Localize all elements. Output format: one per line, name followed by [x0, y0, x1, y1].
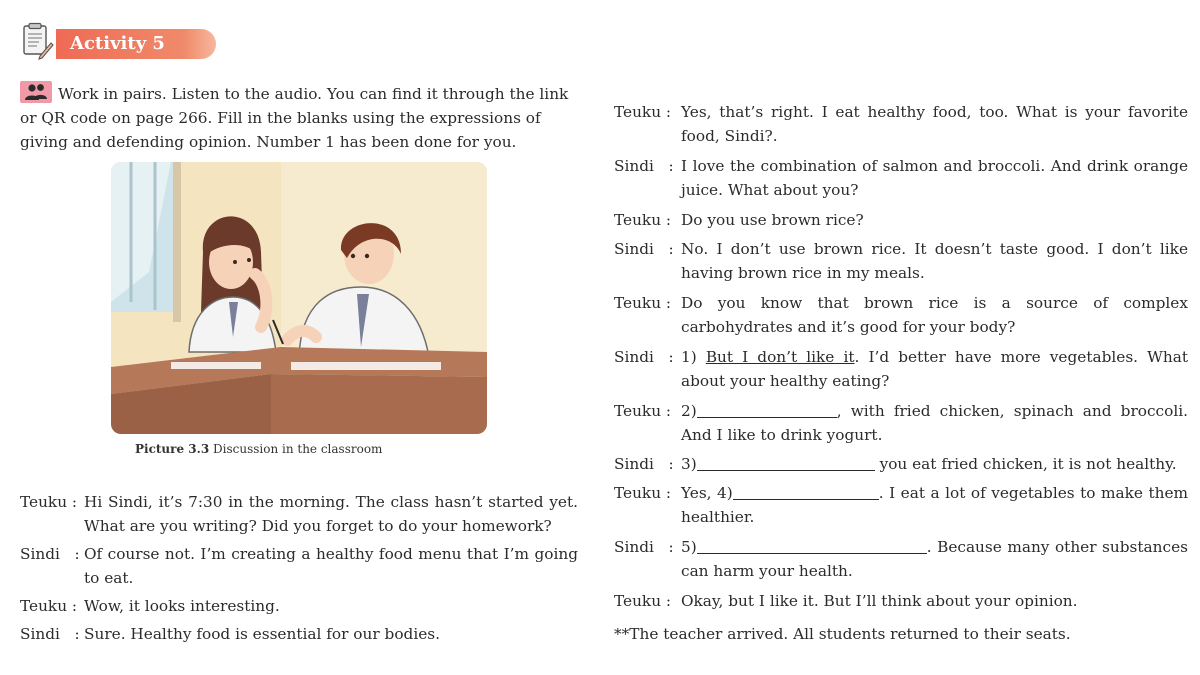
classroom-illustration — [111, 162, 487, 434]
dialogue-text: Of course not. I’m creating a healthy food menu that I’m going to eat. — [84, 545, 578, 587]
dialogue-line — [20, 490, 578, 538]
dialogue-line — [614, 100, 1188, 148]
speaker-label: Teuku : — [614, 592, 676, 610]
blank-number: 1) — [681, 348, 706, 366]
dialogue-line — [614, 589, 1188, 613]
dialogue-text — [681, 535, 1188, 583]
dialogue-text-rest: . I eat a lot of vegetables to make them healthier. — [681, 484, 1188, 526]
dialogue-line — [614, 535, 1188, 583]
dialogue-text — [681, 399, 1188, 447]
dialogue-text: Hi Sindi, it’s 7:30 in the morning. The class hasn’t started yet. What are you writing? Did you forget to do your homework? — [84, 493, 578, 535]
dialogue-text — [681, 345, 1188, 393]
dialogue-text — [681, 452, 1188, 476]
speaker-label: Sindi : — [614, 455, 679, 473]
dialogue-line — [614, 237, 1188, 285]
closing-note: **The teacher arrived. All students returned to their seats. — [614, 625, 1071, 643]
speaker-label: Sindi : — [614, 157, 679, 175]
dialogue-text-rest: . Because many other substances can harm your health. — [681, 538, 1188, 580]
dialogue-text: Do you know that brown rice is a source of complex carbohydrates and it’s good for your body? — [681, 294, 1188, 336]
dialogue-text-rest: . I’d better have more vegetables. What about your healthy eating? — [681, 348, 1188, 390]
dialogue-text: I love the combination of salmon and broccoli. And drink orange juice. What about you? — [681, 157, 1188, 199]
dialogue-line — [20, 542, 578, 590]
dialogue-line — [614, 399, 1188, 447]
dialogue-line — [614, 481, 1188, 529]
speaker-label: Sindi : — [614, 348, 679, 366]
answer-blank-5[interactable] — [697, 537, 927, 554]
clipboard-icon — [20, 22, 54, 60]
speaker-label: Sindi : — [20, 625, 85, 643]
caption-text: Discussion in the classroom — [213, 442, 383, 456]
answer-blank-2[interactable] — [697, 401, 837, 418]
speaker-label: Teuku : — [614, 484, 676, 502]
dialogue-line — [614, 154, 1188, 202]
speaker-label: Teuku : — [614, 103, 676, 121]
dialogue-text — [681, 481, 1188, 529]
answer-blank-3[interactable] — [697, 454, 875, 471]
blank-number: 5) — [681, 538, 697, 556]
speaker-label: Teuku : — [20, 493, 82, 511]
dialogue-text: Wow, it looks interesting. — [84, 597, 280, 615]
pair-work-icon — [20, 81, 52, 103]
dialogue-text: Okay, but I like it. But I’ll think about your opinion. — [681, 592, 1078, 610]
activity-title: Activity 5 — [56, 29, 216, 59]
picture-caption — [135, 442, 382, 456]
speaker-label: Sindi : — [614, 240, 679, 258]
answer-blank-4[interactable] — [733, 483, 879, 500]
dialogue-line — [614, 291, 1188, 339]
speaker-label: Sindi : — [614, 538, 679, 556]
speaker-label: Teuku : — [20, 597, 82, 615]
example-answer: But I don’t like it — [705, 348, 855, 366]
caption-label: Picture 3.3 — [135, 442, 210, 456]
instruction-paragraph — [20, 81, 580, 154]
blank-number: 2) — [681, 402, 697, 420]
blank-number: 3) — [681, 455, 697, 473]
dialogue-line — [20, 594, 578, 618]
dialogue-line — [20, 622, 578, 646]
dialogue-line — [614, 208, 1188, 232]
dialogue-text: Sure. Healthy food is essential for our bodies. — [84, 625, 440, 643]
dialogue-text: Yes, that’s right. I eat healthy food, too. What is your favorite food, Sindi?. — [681, 103, 1188, 145]
dialogue-text: No. I don’t use brown rice. It doesn’t taste good. I don’t like having brown rice in my meals. — [681, 240, 1188, 282]
dialogue-line — [614, 452, 1188, 476]
dialogue-text-rest: , with fried chicken, spinach and broccoli. And I like to drink yogurt. — [681, 402, 1188, 444]
dialogue-text: Do you use brown rice? — [681, 211, 864, 229]
dialogue-line — [614, 345, 1188, 393]
speaker-label: Teuku : — [614, 211, 676, 229]
speaker-label: Teuku : — [614, 294, 676, 312]
speaker-label: Sindi : — [20, 545, 85, 563]
speaker-label: Teuku : — [614, 402, 676, 420]
dialogue-text-rest: you eat fried chicken, it is not healthy. — [874, 455, 1177, 473]
activity-header — [18, 22, 218, 62]
blank-number: Yes, 4) — [681, 484, 733, 502]
instruction-text: Work in pairs. Listen to the audio. You can find it through the link or QR code on page 266. Fill in the blanks using the expressions of giving and defending opinion. Number 1 has been done for you. — [20, 85, 569, 151]
